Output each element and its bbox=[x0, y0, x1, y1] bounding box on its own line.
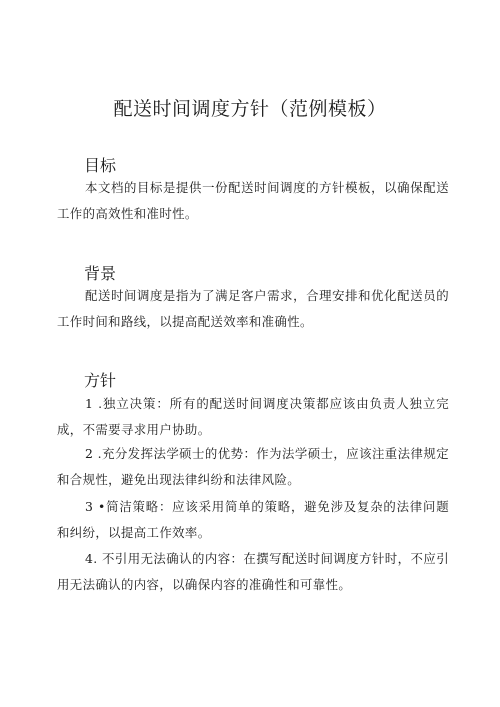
background-paragraph: 配送时间调度是指为了满足客户需求，合理安排和优化配送员的工作时间和路线，以提高配送效率和准确性。 bbox=[57, 288, 449, 329]
policy-item-3: 3 •简洁策略：应该采用简单的策略，避免涉及复杂的法律问题和纠纷，以提高工作效率。 bbox=[57, 499, 449, 540]
section-heading-background: 背景 bbox=[84, 264, 117, 283]
goal-paragraph: 本文档的目标是提供一份配送时间调度的方针模板，以确保配送工作的高效性和准时性。 bbox=[57, 180, 449, 221]
policy-item-2: 2 .充分发挥法学硕士的优势：作为法学硕士，应该注重法律规定和合规性，避免出现法律纠纷和法律风险。 bbox=[57, 446, 449, 487]
policy-item-4: 4. 不引用无法确认的内容：在撰写配送时间调度方针时，不应引用无法确认的内容，以确保内容的准确性和可靠性。 bbox=[57, 551, 449, 592]
section-heading-policy: 方针 bbox=[84, 371, 117, 390]
section-heading-goal: 目标 bbox=[84, 156, 117, 175]
policy-item-1: 1 .独立决策：所有的配送时间调度决策都应该由负责人独立完成，不需要寻求用户协助。 bbox=[57, 396, 449, 437]
document-title: 配送时间调度方针（范例模板） bbox=[113, 98, 387, 120]
